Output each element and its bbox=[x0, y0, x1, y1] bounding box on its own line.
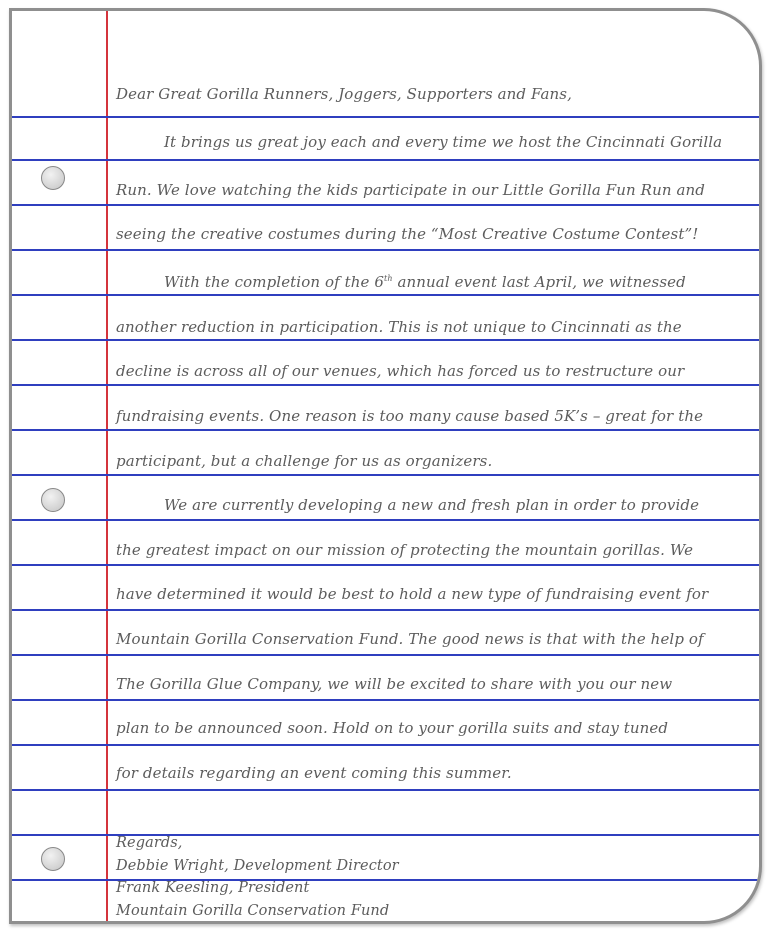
organization-name: Mountain Gorilla Conservation Fund bbox=[116, 903, 390, 919]
paragraph-3-line: for details regarding an event coming this summer. bbox=[116, 764, 512, 782]
rule-line bbox=[12, 339, 759, 341]
p2-line1-text: With the completion of the 6 bbox=[164, 273, 384, 291]
binder-hole bbox=[41, 488, 65, 512]
paragraph-2-line: fundraising events. One reason is too many cause based 5K’s – great for the bbox=[116, 407, 704, 425]
paragraph-2-line: another reduction in participation. This is not unique to Cincinnati as the bbox=[116, 318, 682, 336]
paragraph-3-line: plan to be announced soon. Hold on to your gorilla suits and stay tuned bbox=[116, 719, 669, 737]
paragraph-1-line: Run. We love watching the kids participate in our Little Gorilla Fun Run and bbox=[116, 181, 705, 199]
rule-line bbox=[12, 699, 759, 701]
paragraph-2-line: decline is across all of our venues, which has forced us to restructure our bbox=[116, 362, 685, 380]
rule-line bbox=[12, 384, 759, 386]
rule-line bbox=[12, 564, 759, 566]
rule-line bbox=[12, 519, 759, 521]
paragraph-3-line: The Gorilla Glue Company, we will be excited to share with you our new bbox=[116, 675, 673, 693]
rule-line bbox=[12, 744, 759, 746]
signature-line: Frank Keesling, President bbox=[116, 880, 310, 896]
paragraph-3-line: We are currently developing a new and fresh plan in order to provide bbox=[164, 496, 700, 514]
closing: Regards, bbox=[116, 835, 183, 851]
salutation: Dear Great Gorilla Runners, Joggers, Supporters and Fans, bbox=[116, 85, 572, 103]
rule-line bbox=[12, 789, 759, 791]
rule-line bbox=[12, 159, 759, 161]
rule-line bbox=[12, 249, 759, 251]
rule-line bbox=[12, 294, 759, 296]
ordinal-suffix: th bbox=[384, 274, 393, 283]
paragraph-2-line: participant, but a challenge for us as organizers. bbox=[116, 452, 493, 470]
rule-line bbox=[12, 204, 759, 206]
signature-line: Debbie Wright, Development Director bbox=[116, 858, 399, 874]
paragraph-2-line bbox=[164, 273, 686, 291]
binder-hole bbox=[41, 166, 65, 190]
rule-line bbox=[12, 654, 759, 656]
binder-hole bbox=[41, 847, 65, 871]
rule-line bbox=[12, 116, 759, 118]
margin-line bbox=[106, 11, 108, 921]
rule-line bbox=[12, 474, 759, 476]
rule-line bbox=[12, 429, 759, 431]
paragraph-1-line: It brings us great joy each and every time we host the Cincinnati Gorilla bbox=[164, 133, 723, 151]
paragraph-1-line: seeing the creative costumes during the “Most Creative Costume Contest”! bbox=[116, 225, 699, 243]
notebook-paper bbox=[9, 8, 762, 924]
paragraph-3-line: have determined it would be best to hold a new type of fundraising event for bbox=[116, 585, 709, 603]
paragraph-3-line: Mountain Gorilla Conservation Fund. The good news is that with the help of bbox=[116, 630, 704, 648]
paragraph-3-line: the greatest impact on our mission of protecting the mountain gorillas. We bbox=[116, 541, 694, 559]
rule-line bbox=[12, 609, 759, 611]
p2-line1-text-rest: annual event last April, we witnessed bbox=[392, 273, 686, 291]
